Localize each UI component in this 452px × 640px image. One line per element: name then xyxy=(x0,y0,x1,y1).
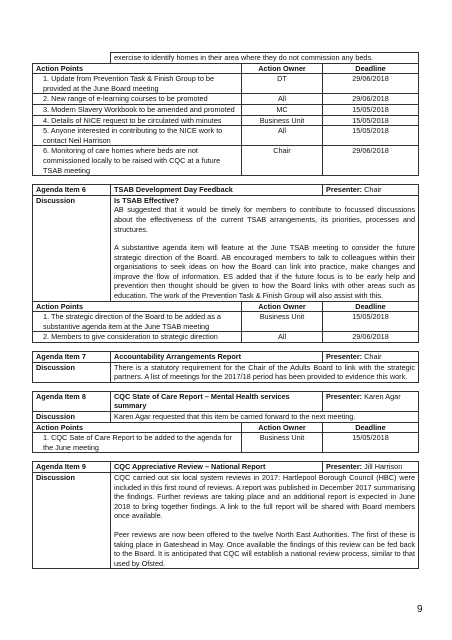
action-deadline: 15/05/2018 xyxy=(323,312,419,332)
agenda-item-label: Agenda Item 9 xyxy=(33,462,111,473)
continuation-row xyxy=(33,53,419,64)
presenter-name: Jill Harrison xyxy=(364,462,403,472)
action-text: 4. Details of NICE request to be circulated with minutes xyxy=(33,115,242,126)
agenda-item-label: Agenda Item 8 xyxy=(33,391,111,411)
action-deadline: 15/05/2018 xyxy=(323,104,419,115)
action-points-header: Action Points xyxy=(33,63,242,74)
action-row xyxy=(33,146,419,176)
action-owner-header: Action Owner xyxy=(242,422,323,433)
action-owner: All xyxy=(242,126,323,146)
presenter-label: Presenter: xyxy=(326,462,363,472)
action-text: 2. Members to give consideration to strategic direction xyxy=(33,332,242,343)
action-row xyxy=(33,312,419,332)
action-row xyxy=(33,115,419,126)
discussion-paragraph: Peer reviews are now been offered to the twelve North East Authorities. The first of these is taking place in Gateshead in May. Once available the findings of this review can be fed back to the Board. It is anticipated that CQC will establish a national review process, similar to that used by Ofsted. xyxy=(114,529,416,568)
discussion-paragraph: AB suggested that it would be timely for members to contribute to focussed discussions about the effectiveness of the current TSAB arrangements, its priorities, processes and structures. xyxy=(114,205,416,234)
discussion-label: Discussion xyxy=(33,195,111,301)
action-points-header: Action Points xyxy=(33,301,242,312)
action-deadline: 29/06/2018 xyxy=(323,94,419,105)
discussion-subtitle: Is TSAB Effective? xyxy=(114,195,179,205)
action-owner: Chair xyxy=(242,146,323,176)
action-deadline: 29/06/2018 xyxy=(323,146,419,176)
continuation-text: exercise to identify homes in their area where they do not commission any beds. xyxy=(111,53,419,64)
action-header-row xyxy=(33,63,419,74)
agenda-item-title: CQC Appreciative Review – National Report xyxy=(111,462,323,473)
discussion-text xyxy=(111,472,419,568)
presenter-label: Presenter: xyxy=(326,391,363,401)
discussion-text: Karen Agar requested that this item be carried forward to the next meeting. xyxy=(111,412,419,423)
action-text: 1. CQC Sate of Care Report to be added to the agenda for the June meeting xyxy=(33,433,242,453)
action-header-row xyxy=(33,422,419,433)
action-owner: All xyxy=(242,94,323,105)
agenda-header-row xyxy=(33,185,419,196)
agenda-item-label: Agenda Item 7 xyxy=(33,352,111,363)
discussion-paragraph: CQC carried out six local system reviews in 2017: Hartlepool Borough Council (HBC) were included in this first round of reviews. A report was published in December 2017 summarising the findings. Further reviews are taking place and an additional report is expected in June 2018 to bring together findings. A link to the full report will be shared with Board members once available. xyxy=(114,472,416,521)
presenter-label: Presenter: xyxy=(326,352,363,362)
action-deadline: 29/06/2018 xyxy=(323,74,419,94)
deadline-header: Deadline xyxy=(323,301,419,312)
action-deadline: 15/05/2018 xyxy=(323,433,419,453)
action-text: 3. Modern Slavery Workbook to be amended and promoted xyxy=(33,104,242,115)
discussion-row xyxy=(33,472,419,568)
action-row xyxy=(33,332,419,343)
discussion-text: There is a statutory requirement for the Chair of the Adults Board to link with the strategic partners. A list of meetings for the 2017/18 period has been provided to evidence this work. xyxy=(111,362,419,382)
discussion-label: Discussion xyxy=(33,412,111,423)
action-row xyxy=(33,126,419,146)
action-owner: Business Unit xyxy=(242,312,323,332)
action-owner: DT xyxy=(242,74,323,94)
agenda-item-title: Accountability Arrangements Report xyxy=(111,352,323,363)
item5-table xyxy=(32,52,419,176)
agenda-item-label: Agenda Item 6 xyxy=(33,185,111,196)
action-row xyxy=(33,433,419,453)
agenda-header-row xyxy=(33,462,419,473)
action-text: 6. Monitoring of care homes where beds are not commissioned locally to be raised with CQC at a future TSAB meeting xyxy=(33,146,242,176)
presenter-name: Chair xyxy=(364,352,382,362)
action-owner: Business Unit xyxy=(242,433,323,453)
presenter-label: Presenter: xyxy=(326,185,363,195)
item7-table xyxy=(32,351,419,383)
action-owner: Business Unit xyxy=(242,115,323,126)
item9-table xyxy=(32,461,419,569)
deadline-header: Deadline xyxy=(323,63,419,74)
discussion-row xyxy=(33,195,419,301)
discussion-row xyxy=(33,362,419,382)
action-text: 5. Anyone interested in contributing to the NICE work to contact Neil Harrison xyxy=(33,126,242,146)
action-row xyxy=(33,74,419,94)
page-number: 9 xyxy=(417,604,423,615)
presenter-cell xyxy=(323,391,419,411)
agenda-item-title: TSAB Development Day Feedback xyxy=(111,185,323,196)
agenda-header-row xyxy=(33,391,419,411)
action-owner-header: Action Owner xyxy=(242,301,323,312)
action-deadline: 15/05/2018 xyxy=(323,126,419,146)
action-text: 1. Update from Prevention Task & Finish Group to be provided at the June Board meeting xyxy=(33,74,242,94)
discussion-label: Discussion xyxy=(33,472,111,568)
action-owner: All xyxy=(242,332,323,343)
action-owner-header: Action Owner xyxy=(242,63,323,74)
minutes-page xyxy=(32,52,418,569)
presenter-cell xyxy=(323,462,419,473)
item6-table xyxy=(32,184,419,343)
action-header-row xyxy=(33,301,419,312)
discussion-label: Discussion xyxy=(33,362,111,382)
action-deadline: 15/05/2018 xyxy=(323,115,419,126)
discussion-paragraph: A substantive agenda item will feature at the June TSAB meeting to consider the future strategic direction of the Board. AB encouraged members to talk to colleagues within their organisations to seek ideas on how the Board can link into practice, make changes and improve the flow of information. ES added that if the future focus is to be early help and prevention then thought should be given to how the Board links with other areas such as education. The work of the Prevention Task & Finish Group will also assist with this. xyxy=(114,243,416,301)
agenda-header-row xyxy=(33,352,419,363)
presenter-name: Chair xyxy=(364,185,382,195)
action-points-header: Action Points xyxy=(33,422,242,433)
agenda-item-title: CQC State of Care Report – Mental Health services summary xyxy=(111,391,323,411)
action-deadline: 29/06/2018 xyxy=(323,332,419,343)
action-row xyxy=(33,104,419,115)
discussion-row xyxy=(33,412,419,423)
presenter-cell xyxy=(323,352,419,363)
action-text: 2. New range of e-learning courses to be promoted xyxy=(33,94,242,105)
action-text: 1. The strategic direction of the Board to be added as a substantive agenda item at the June TSAB meeting xyxy=(33,312,242,332)
action-row xyxy=(33,94,419,105)
action-owner: MC xyxy=(242,104,323,115)
presenter-cell xyxy=(323,185,419,196)
deadline-header: Deadline xyxy=(323,422,419,433)
item8-table xyxy=(32,391,419,454)
discussion-text xyxy=(111,195,419,301)
presenter-name: Karen Agar xyxy=(364,391,401,401)
